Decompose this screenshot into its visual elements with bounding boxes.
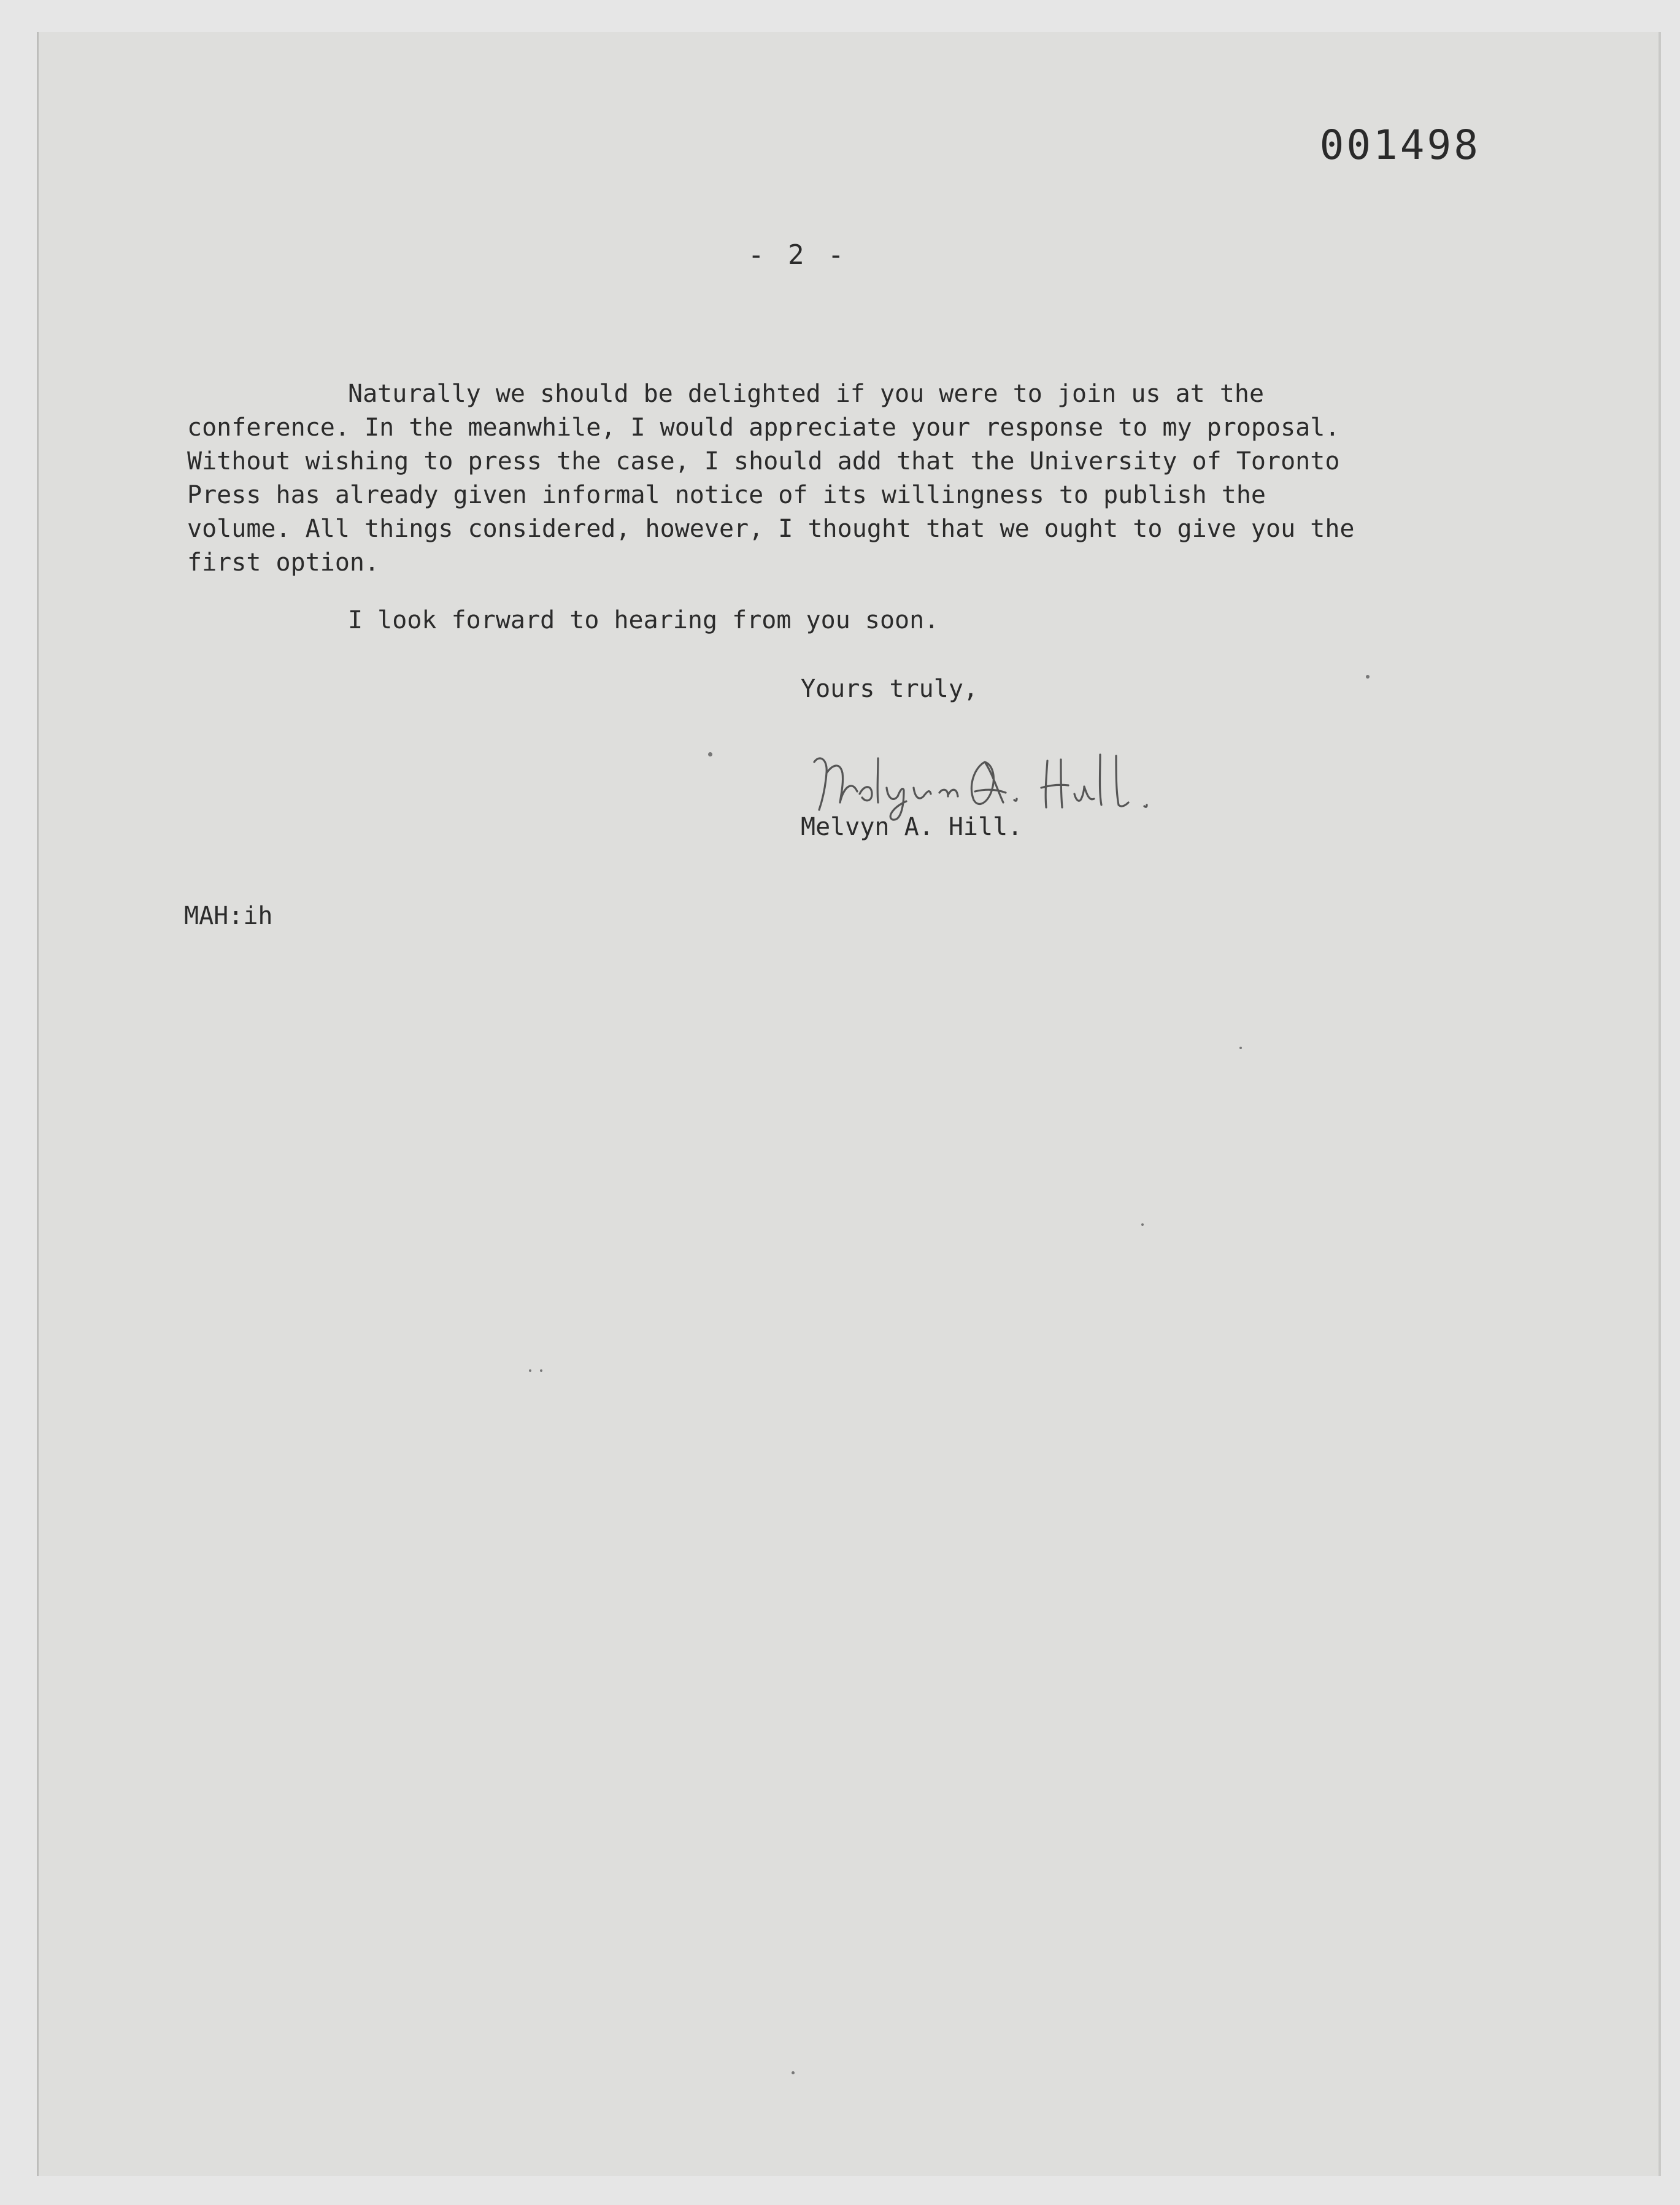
body-line: Press has already given informal notice of its willingness to publish the	[187, 481, 1266, 509]
body-line: volume. All things considered, however, I thought that we ought to give you the	[187, 515, 1355, 543]
body-paragraph	[187, 377, 1500, 580]
typist-initials: MAH:ih	[184, 902, 273, 930]
page-number: - 2 -	[748, 239, 848, 271]
body-line: Naturally we should be delighted if you were to join us at the	[348, 380, 1265, 408]
salutation: Yours truly,	[801, 675, 978, 703]
signer-name: Melvyn A. Hill.	[801, 813, 1023, 841]
letter-page	[37, 32, 1661, 2176]
body-line: conference. In the meanwhile, I would appreciate your response to my proposal.	[187, 414, 1340, 442]
scan-speck	[1141, 1223, 1144, 1226]
scan-speck	[529, 1369, 531, 1372]
handwritten-signature	[801, 730, 1218, 822]
body-line: first option.	[187, 548, 380, 577]
scan-speck	[1366, 675, 1370, 679]
scan-speck	[792, 2071, 795, 2074]
body-line: Without wishing to press the case, I should add that the University of Toronto	[187, 447, 1340, 475]
scan-speck	[708, 752, 712, 756]
document-reference-number: 001498	[1319, 121, 1481, 169]
scan-speck	[540, 1369, 542, 1372]
closing-line: I look forward to hearing from you soon.	[348, 606, 939, 634]
scan-speck	[1239, 1047, 1242, 1049]
